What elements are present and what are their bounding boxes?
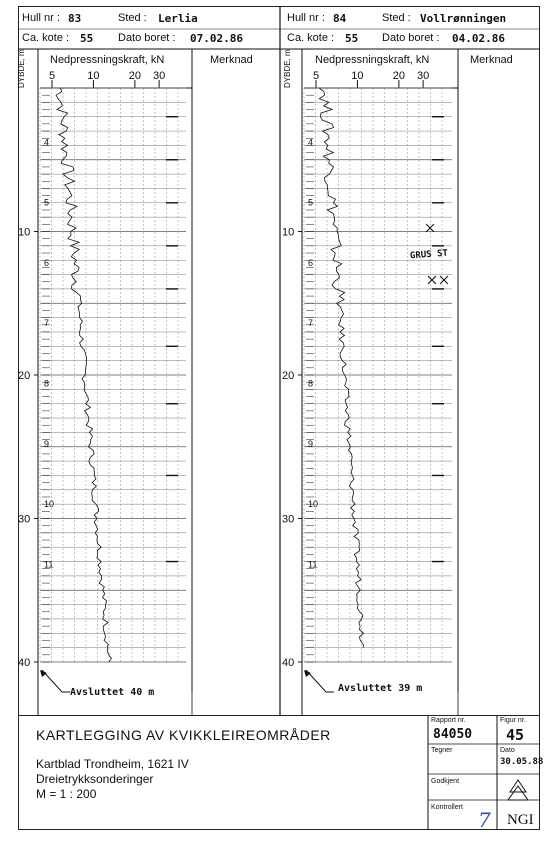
right-sted-value: Vollrønningen [420, 12, 507, 25]
left-kote-label: Ca. kote : [22, 32, 70, 44]
left-sted-value: Lerlia [158, 12, 198, 25]
left-interval-mark: 4 [44, 137, 50, 148]
title-line1: Kartblad Trondheim, 1621 IV [36, 757, 189, 771]
ngi-logo-text: NGI [507, 812, 534, 828]
right-sted-label: Sted : [382, 12, 411, 24]
left-remark-label: Merknad [210, 54, 253, 66]
left-interval-mark: 9 [44, 438, 50, 449]
left-dato-value: 07.02.86 [190, 32, 243, 45]
left-sted-label: Sted : [118, 12, 147, 24]
dato-label: Dato [500, 747, 515, 754]
tegner-label: Tegner [431, 747, 453, 754]
right-force-tick-label: 5 [312, 70, 320, 82]
right-depth-tick-label: 20 [282, 370, 295, 382]
left-interval-mark: 5 [44, 197, 50, 208]
left-kote-value: 55 [80, 32, 94, 45]
left-depth-tick-label: 40 [18, 657, 31, 669]
left-depth-label: DYBDE, m [17, 49, 26, 88]
left-interval-mark: 11 [44, 559, 54, 570]
godkjent-label: Godkjent [431, 778, 460, 785]
main-title: KARTLEGGING AV KVIKKLEIREOMRÅDER [36, 727, 331, 743]
right-interval-mark: 6 [308, 257, 314, 268]
right-force-tick-label: 30 [416, 70, 430, 82]
dato-value: 30.05.88 [500, 757, 544, 767]
left-end-note: Avsluttet 40 m [70, 687, 155, 698]
right-sounding-curve [319, 88, 364, 648]
right-interval-mark: 5 [308, 197, 314, 208]
kontrollert-label: Kontrollert [431, 804, 463, 811]
right-interval-mark: 11 [308, 559, 318, 570]
right-dato-label: Dato boret : [382, 32, 440, 44]
left-force-label: Nedpressningskraft, kN [50, 54, 165, 66]
left-hull-value: 83 [68, 12, 82, 25]
right-dato-value: 04.02.86 [452, 32, 505, 45]
right-end-note: Avsluttet 39 m [338, 683, 423, 694]
left-force-tick-label: 30 [152, 70, 166, 82]
left-force-tick-label: 10 [87, 70, 100, 82]
right-depth-tick-label: 30 [282, 513, 295, 526]
title-line2: Dreietrykksonderinger [36, 772, 154, 786]
left-interval-mark: 8 [44, 378, 50, 389]
right-interval-mark: 7 [308, 318, 314, 329]
right-depth-label: DYBDE, m [283, 49, 292, 88]
left-interval-mark: 6 [44, 257, 50, 268]
right-remark-label: Merknad [470, 54, 513, 66]
right-cross-marks [426, 224, 448, 284]
left-force-tick-label: 5 [48, 70, 56, 82]
right-hull-label: Hull nr : [287, 12, 325, 24]
left-interval-mark: 7 [44, 318, 50, 329]
left-force-tick-label: 20 [128, 70, 141, 82]
title-line3: M = 1 : 200 [36, 787, 97, 801]
right-force-label: Nedpressningskraft, kN [315, 54, 430, 66]
rapport-label: Rapport nr. [431, 717, 466, 724]
right-annotation: GRUS ST [409, 248, 449, 262]
right-force-tick-label: 10 [351, 70, 364, 82]
rapport-value: 84050 [433, 727, 473, 742]
right-interval-mark: 9 [308, 438, 314, 449]
right-depth-tick-label: 40 [282, 657, 295, 669]
left-depth-tick-label: 10 [18, 226, 31, 239]
right-kote-value: 55 [345, 32, 359, 45]
left-hull-label: Hull nr : [22, 12, 60, 24]
right-depth-tick-label: 10 [282, 226, 295, 239]
left-depth-tick-label: 30 [18, 513, 31, 526]
left-dato-label: Dato boret : [118, 32, 176, 44]
right-kote-label: Ca. kote : [287, 32, 335, 44]
right-interval-mark: 4 [308, 137, 314, 148]
left-interval-mark: 10 [44, 499, 55, 510]
right-interval-mark: 8 [308, 378, 314, 389]
left-depth-tick-label: 20 [18, 370, 31, 382]
figur-label: Figur nr. [500, 717, 526, 724]
right-interval-mark: 10 [308, 499, 319, 510]
kontrollert-mark: 7 [478, 808, 491, 832]
right-force-tick-label: 20 [392, 70, 405, 82]
figur-value: 45 [506, 726, 525, 744]
right-hull-value: 84 [333, 12, 347, 25]
